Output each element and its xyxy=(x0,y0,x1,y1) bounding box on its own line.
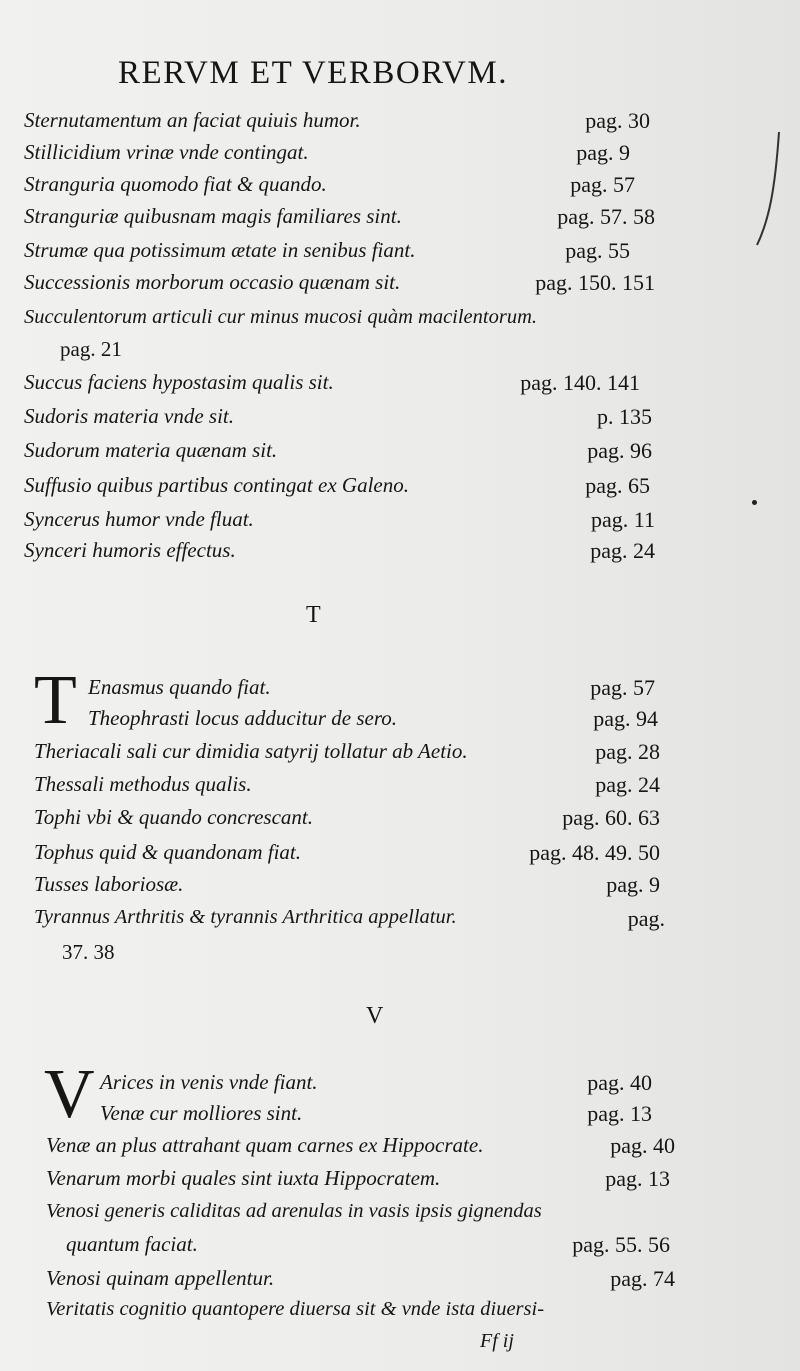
entry-term: Theriacali sali cur dimidia satyrij tollatur ab Aetio. xyxy=(34,739,468,763)
index-entry xyxy=(0,675,800,705)
index-entry xyxy=(0,739,800,769)
index-entry xyxy=(0,872,800,902)
index-entry xyxy=(0,906,800,936)
entry-page: pag. 24 xyxy=(595,772,660,797)
entry-term: Sternutamentum an faciat quiuis humor. xyxy=(24,108,361,132)
section-heading-v: V xyxy=(366,1003,384,1029)
index-entry xyxy=(0,172,800,202)
index-entry xyxy=(0,772,800,802)
index-entry xyxy=(0,507,800,537)
index-entry xyxy=(0,1101,800,1131)
entry-term: Venarum morbi quales sint iuxta Hippocratem. xyxy=(46,1166,441,1190)
entry-term: Venosi quinam appellentur. xyxy=(46,1266,275,1290)
index-entry xyxy=(0,370,800,400)
entry-page: pag. 60. 63 xyxy=(562,805,660,830)
index-entry xyxy=(0,1298,800,1328)
entry-page: pag. 11 xyxy=(591,507,655,532)
entry-page: pag. 94 xyxy=(593,706,658,731)
entry-term: Sudorum materia quænam sit. xyxy=(24,438,278,462)
entry-page: pag. 48. 49. 50 xyxy=(529,840,660,865)
entry-page: pag. 57 xyxy=(590,675,655,700)
entry-term: Tusses laboriosæ. xyxy=(34,872,184,896)
entry-page: pag. 150. 151 xyxy=(535,270,655,295)
entry-term: quantum faciat. xyxy=(66,1232,198,1256)
index-entry xyxy=(0,1200,800,1230)
entry-page: pag. 9 xyxy=(606,872,660,897)
index-entry xyxy=(0,270,800,300)
index-entry xyxy=(0,204,800,234)
entry-term: Veritatis cognitio quantopere diuersa sit & vnde ista diuersi- xyxy=(46,1298,545,1320)
entry-page: pag. 57 xyxy=(570,172,635,197)
index-entry-continuation xyxy=(0,940,800,970)
entry-term: Succus faciens hypostasim qualis sit. xyxy=(24,370,334,394)
entry-page: pag. 65 xyxy=(585,473,650,498)
index-entry xyxy=(0,538,800,568)
index-entry xyxy=(0,1166,800,1196)
entry-page: pag. 140. 141 xyxy=(520,370,640,395)
entry-page: pag. 74 xyxy=(610,1266,675,1291)
index-entry xyxy=(0,1232,800,1262)
entry-page: pag. 13 xyxy=(587,1101,652,1126)
signature-mark: Ff ij xyxy=(480,1330,514,1352)
index-entry xyxy=(0,1133,800,1163)
entry-page: pag. 24 xyxy=(590,538,655,563)
entry-term: Succulentorum articuli cur minus mucosi quàm macilentorum. xyxy=(24,306,538,328)
index-entry xyxy=(0,306,800,336)
entry-term: Venosi generis caliditas ad arenulas in vasis ipsis gignendas xyxy=(46,1200,542,1222)
entry-page: pag. 21 xyxy=(60,337,122,361)
margin-stroke-icon xyxy=(755,130,785,250)
index-entry xyxy=(0,805,800,835)
index-entry xyxy=(0,438,800,468)
entry-page: pag. 40 xyxy=(587,1070,652,1095)
entry-term: Synceri humoris effectus. xyxy=(24,538,236,562)
entry-term: Venæ an plus attrahant quam carnes ex Hippocrate. xyxy=(46,1133,484,1157)
index-entry xyxy=(0,1070,800,1100)
index-entry xyxy=(0,1266,800,1296)
entry-term: Enasmus quando fiat. xyxy=(88,675,271,699)
entry-page: 37. 38 xyxy=(62,940,115,964)
entry-term: Tophi vbi & quando concrescant. xyxy=(34,805,314,829)
dropcap-t: T xyxy=(34,662,77,739)
entry-term: Stranguriæ quibusnam magis familiares sint. xyxy=(24,204,402,228)
entry-term: Successionis morborum occasio quænam sit. xyxy=(24,270,401,294)
entry-page: pag. 13 xyxy=(605,1166,670,1191)
entry-page: pag. 30 xyxy=(585,108,650,133)
entry-page: pag. 57. 58 xyxy=(557,204,655,229)
entry-page: pag. 55. 56 xyxy=(572,1232,670,1257)
entry-page: pag. 40 xyxy=(610,1133,675,1158)
entry-term: Tophus quid & quandonam fiat. xyxy=(34,840,302,864)
index-entry xyxy=(0,404,800,434)
entry-term: Tyrannus Arthritis & tyrannis Arthritica appellatur. xyxy=(34,906,457,928)
index-entry xyxy=(0,140,800,170)
index-entry xyxy=(0,840,800,870)
ink-dot-icon xyxy=(752,500,757,505)
index-entry-continuation xyxy=(0,337,800,367)
entry-term: Theophrasti locus adducitur de sero. xyxy=(88,706,397,730)
entry-page: pag. 55 xyxy=(565,238,630,263)
dropcap-v: V xyxy=(44,1056,95,1133)
entry-term: Venæ cur molliores sint. xyxy=(100,1101,303,1125)
entry-term: Stranguria quomodo fiat & quando. xyxy=(24,172,327,196)
index-entry xyxy=(0,108,800,138)
entry-page: pag. 28 xyxy=(595,739,660,764)
entry-page: pag. 96 xyxy=(587,438,652,463)
page-header: RERVM ET VERBORVM. xyxy=(118,55,508,91)
entry-term: Arices in venis vnde fiant. xyxy=(100,1070,318,1094)
entry-term: Suffusio quibus partibus contingat ex Galeno. xyxy=(24,473,409,497)
index-entry xyxy=(0,706,800,736)
entry-term: Thessali methodus qualis. xyxy=(34,772,252,796)
entry-term: Syncerus humor vnde fluat. xyxy=(24,507,254,531)
entry-term: Strumæ qua potissimum ætate in senibus fiant. xyxy=(24,238,416,262)
entry-page: pag. 9 xyxy=(576,140,630,165)
entry-term: Stillicidium vrinæ vnde contingat. xyxy=(24,140,309,164)
section-heading-t: T xyxy=(306,602,321,628)
index-entry xyxy=(0,238,800,268)
entry-page: p. 135 xyxy=(597,404,652,429)
index-entry xyxy=(0,473,800,503)
entry-page: pag. xyxy=(627,906,665,931)
entry-term: Sudoris materia vnde sit. xyxy=(24,404,234,428)
